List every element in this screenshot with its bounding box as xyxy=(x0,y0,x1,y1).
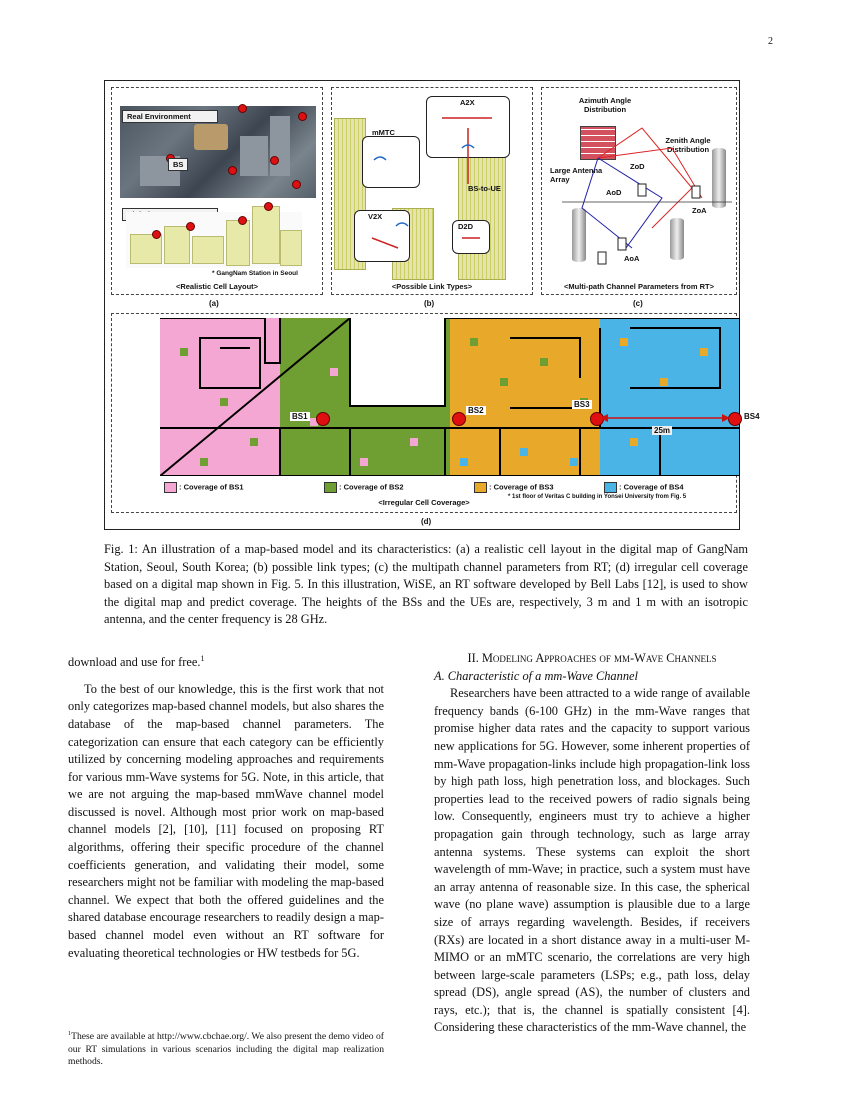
subsection-heading: A. Characteristic of a mm-Wave Channel xyxy=(434,668,638,683)
bs4-marker xyxy=(728,412,742,426)
distance-label: 25m xyxy=(654,426,671,435)
zod-label: ZoD xyxy=(630,162,645,171)
aoa-label: AoA xyxy=(624,254,640,263)
panel-c-sublabel: (c) xyxy=(633,299,643,308)
real-environment-label: Real Environment xyxy=(122,110,218,123)
zoa-label: ZoA xyxy=(692,206,707,215)
body-paragraph: Researchers have been attracted to a wide range of available frequency bands (6-100 GHz) in the mm-Wave ranges that promise higher data rates and the capacity to support various new applications for 5G. However, some inherent properties of mm-Wave propagation-links include high propagation-link loss by high path loss, high penetration loss, and blockages. Such properties lead to the received powers of radio signals being low. Consequently, engineers must try to achieve a higher propagation gain through technology, such as large array antenna systems. These systems can exploit the short wavelength of mm-Wave; in practice, such a system must have an array antenna of reasonable size. In this case, the spherical wave (no plane wave) assumption is plausible due to a large size of arrays regarding wavelength. Besides, if receivers (RXs) are located in a short distance away in a multi-user M-MIMO or an mMTC scenario, the correlations are very high between large-scale parameters (LSPs; e.g., path loss, delay spread (DS), angle spread (AS), the number of clusters and rays, etc.); that is, the channel is spatially consistent [4]. Considering these characteristics of the mm-Wave channel, the xyxy=(434,686,750,1035)
bs2-label: BS2 xyxy=(468,406,484,415)
bs-label: BS xyxy=(168,158,188,171)
legend-bs1: : Coverage of BS1 xyxy=(164,482,244,493)
multipath-rays xyxy=(542,88,736,294)
bs3-label: BS3 xyxy=(574,400,590,409)
a2x-label: A2X xyxy=(460,98,475,107)
large-antenna-label: Large Antenna Array xyxy=(550,166,603,184)
intro-paragraph: To the best of our knowledge, this is the first work that not only categorizes map-based channel models, but also shares the database of the map-based channel parameters. The categorization can ensure that each category can be efficiently utilized by concerning modeling approaches and requirements for various mm-Wave systems for 5G. Note, in this article, that we are not arguing the map-based mmWave channel model discussed is novel. Although most prior work on map-based channel models [2], [10], [11] focused on proposing RT algorithms, offering their specific procedure of the channel coefficients generation, and validating their model, some researchers might not be familiar with modeling the map-based channel. We expect that both the offered guidelines and the shared database encourage researchers to readily design a map-based channel model even without an RT software for evaluating theoretical technologies or HW testbeds for 5G. xyxy=(68,681,384,960)
zenith-label: Zenith Angle Distribution xyxy=(665,136,711,154)
panel-a-caption: <Realistic Cell Layout> xyxy=(175,282,259,291)
bs1-label: BS1 xyxy=(292,412,308,421)
panel-d-sublabel: (d) xyxy=(421,517,432,526)
left-column xyxy=(68,650,384,962)
section-heading: II. Modeling Approaches of mm-Wave Channels xyxy=(467,651,717,665)
panel-c-caption: <Multi-path Channel Parameters from RT> xyxy=(563,282,715,291)
panel-multipath-parameters xyxy=(541,87,737,295)
bs4-label: BS4 xyxy=(744,412,760,421)
panel-irregular-coverage xyxy=(111,313,760,513)
panel-b-sublabel: (b) xyxy=(424,299,435,308)
legend-bs4: : Coverage of BS4 xyxy=(604,482,684,493)
continuation-line: download and use for free.$^1$ xyxy=(68,654,205,670)
v2x-label: V2X xyxy=(368,212,383,221)
panel-a-sublabel: (a) xyxy=(209,299,219,308)
coverage-map xyxy=(160,318,740,476)
mmtc-label: mMTC xyxy=(372,128,395,137)
footnote: $^1$These are available at http://www.cbchae.org/. We also present the demo video of our RT simulations in various scenarios including the digital map realization methods. xyxy=(68,1030,384,1068)
digital-map-image xyxy=(126,212,302,268)
panel-realistic-cell-layout xyxy=(111,87,323,295)
page-number: 2 xyxy=(768,36,773,47)
bs1-marker xyxy=(316,412,330,426)
panel-a-note: * GangNam Station in Seoul xyxy=(212,270,298,277)
aod-label: AoD xyxy=(606,188,622,197)
legend-bs3: : Coverage of BS3 xyxy=(474,482,554,493)
right-column xyxy=(434,650,750,1037)
coverage-legend xyxy=(164,482,724,494)
bs2-marker xyxy=(452,412,466,426)
d2d-label: D2D xyxy=(458,222,474,231)
panel-possible-link-types xyxy=(331,87,533,295)
panel-d-note: * 1st floor of Veritas C building in Yonsei University from Fig. 5 xyxy=(508,494,687,500)
panel-d-caption: <Irregular Cell Coverage> xyxy=(378,498,470,507)
figure-caption: Fig. 1: An illustration of a map-based model and its characteristics: (a) a realistic cell layout in the digital map of GangNam Station, Seoul, South Korea; (b) possible link types; (c) the multipath channel parameters from RT; (d) irregular cell coverage based on a digital map shown in Fig. 5. In this illustration, WiSE, an RT software developed by Bell Labs [12], is used to show the digital map and predict coverage. The heights of the BSs and the UEs are, respectively, 3 m and 1 m with an isotropic antenna, and the center frequency is 28 GHz. xyxy=(104,542,748,627)
panel-b-caption: <Possible Link Types> xyxy=(391,282,473,291)
figure-1 xyxy=(104,80,760,530)
link-arrows xyxy=(332,88,532,294)
bs-to-ue-label: BS-to-UE xyxy=(468,184,501,193)
azimuth-label: Azimuth Angle Distribution xyxy=(578,96,632,114)
legend-bs2: : Coverage of BS2 xyxy=(324,482,404,493)
